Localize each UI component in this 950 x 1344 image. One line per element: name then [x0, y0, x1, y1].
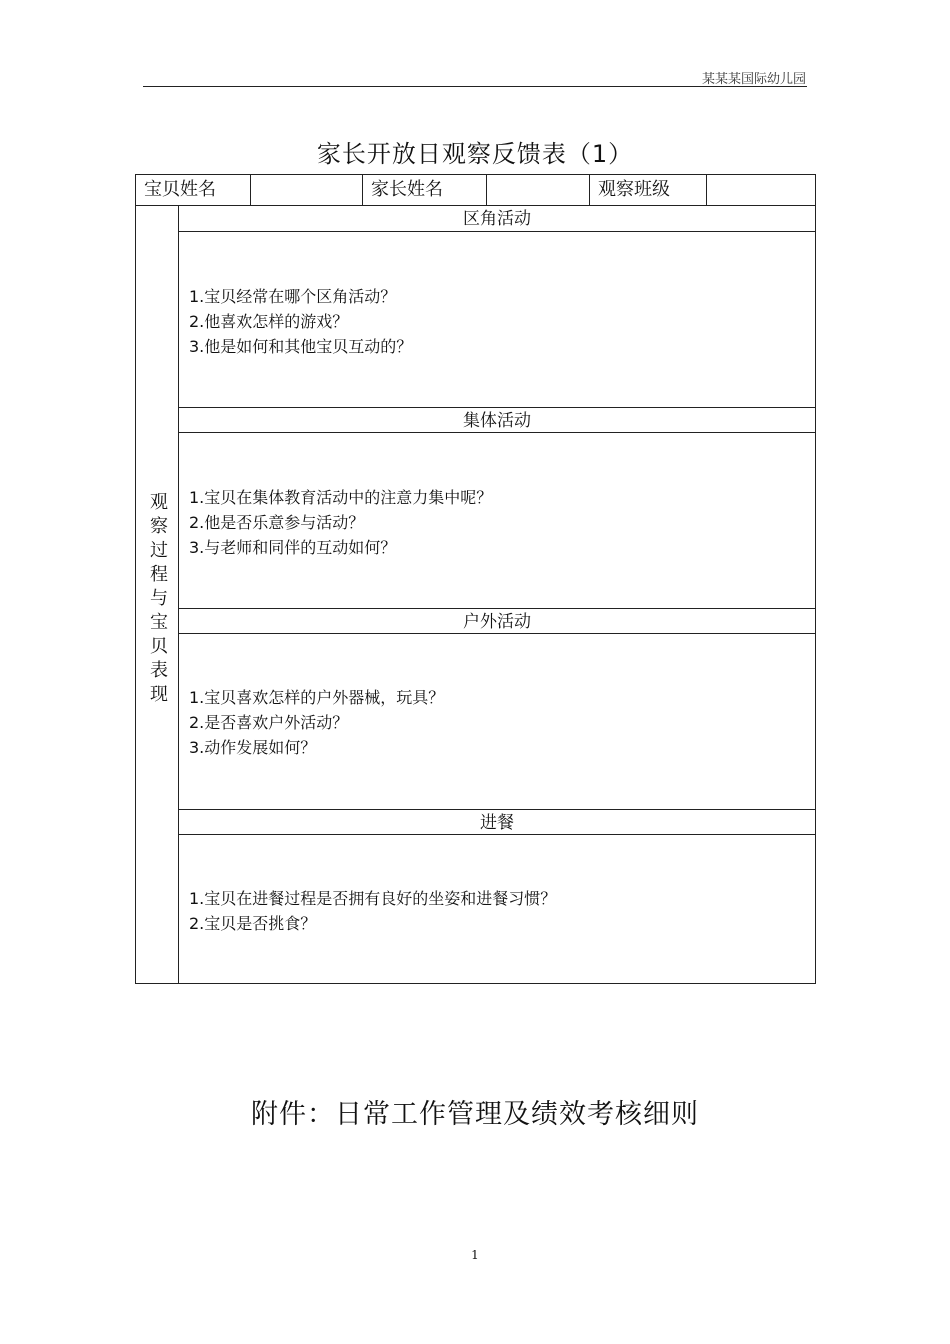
page-number: 1: [471, 1248, 479, 1262]
class-label: 观察班级: [590, 175, 707, 205]
question-item: 2.他是否乐意参与活动？: [189, 513, 365, 532]
question-item: 2.是否喜欢户外活动？: [189, 713, 349, 732]
info-row: [136, 175, 815, 206]
feedback-form-table: [135, 174, 816, 984]
form-title: 家长开放日观察反馈表（1）: [316, 140, 634, 168]
question-item: 1.宝贝在集体教育活动中的注意力集中呢？: [189, 488, 493, 507]
class-input[interactable]: [707, 175, 815, 205]
question-list: [189, 284, 412, 359]
side-label-cell: [136, 206, 179, 983]
question-item: 2.宝贝是否挑食？: [189, 914, 317, 933]
header-org-name: 某某某国际幼儿园: [701, 72, 806, 87]
section-body-corner-activity[interactable]: [179, 232, 815, 407]
section-body-group-activity[interactable]: [179, 433, 815, 608]
question-item: 3.他是如何和其他宝贝互动的？: [189, 337, 413, 356]
question-item: 1.宝贝在进餐过程是否拥有良好的坐姿和进餐习惯？: [189, 889, 557, 908]
section-body-meal[interactable]: [179, 835, 815, 983]
section-header-outdoor-activity: 户外活动: [179, 608, 815, 634]
question-list: [189, 485, 492, 560]
baby-name-label: 宝贝姓名: [136, 175, 251, 205]
question-item: 1.宝贝经常在哪个区角活动？: [189, 287, 397, 306]
parent-name-input[interactable]: [487, 175, 590, 205]
question-item: 1.宝贝喜欢怎样的户外器械，玩具？: [189, 688, 445, 707]
question-item: 2.他喜欢怎样的游戏？: [189, 312, 349, 331]
question-item: 3.动作发展如何？: [189, 738, 317, 757]
baby-name-input[interactable]: [251, 175, 363, 205]
parent-name-label: 家长姓名: [363, 175, 487, 205]
section-body-outdoor-activity[interactable]: [179, 634, 815, 808]
section-header-corner-activity: 区角活动: [179, 206, 815, 232]
question-item: 3.与老师和同伴的互动如何？: [189, 538, 397, 557]
section-header-group-activity: 集体活动: [179, 407, 815, 433]
section-header-meal: 进餐: [179, 809, 815, 835]
question-list: [189, 886, 556, 936]
appendix-title: 附件：日常工作管理及绩效考核细则: [251, 1099, 699, 1130]
question-list: [189, 685, 444, 760]
header-rule: [143, 86, 807, 87]
side-label-text: 观察过程与宝贝表现: [147, 491, 168, 708]
